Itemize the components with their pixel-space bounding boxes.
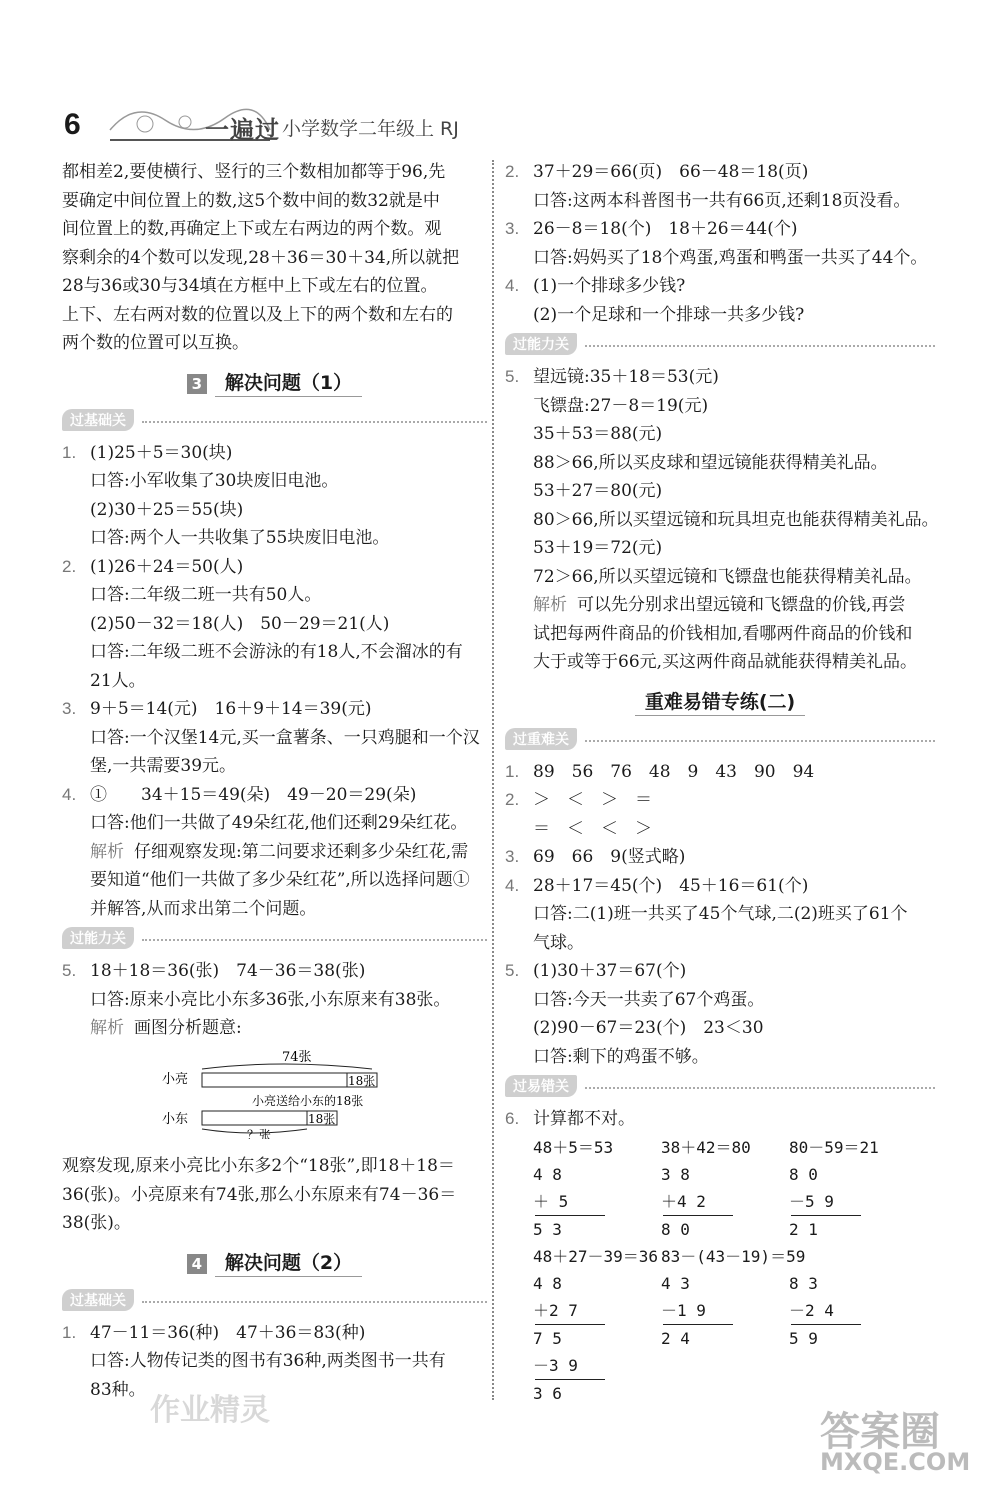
right-tag-error — [505, 1073, 935, 1099]
question-2: 2. (1)26＋24＝50(人) 口答:二年级二班一共有50人。 (2)50－32＝18(人) 50－29＝21(人) 口答:二年级二班不会游泳的有18人,不会溜冰的有 21人。 — [62, 553, 487, 696]
analysis-line: 仔细观察发现:第二问要求还剩多少朵红花,需 — [134, 841, 469, 862]
answer-line: 28＋17＝45(个) 45＋16＝61(个) — [533, 875, 809, 896]
vertical-calc: 8 3 －2 4 5 9 — [789, 1270, 917, 1407]
answer-line: 口答:二(1)班一共买了45个气球,二(2)班买了61个 — [533, 904, 908, 924]
analysis-line: 画图分析题意: — [134, 1018, 242, 1038]
text-line: 两个数的位置可以互换。 — [62, 333, 249, 353]
answer-line: 飞镖盘:27－8＝19(元) — [533, 395, 709, 416]
analysis-line: 大于或等于66元,买这两件商品就能获得精美礼品。 — [533, 652, 918, 672]
vertical-calc-group-1 — [505, 1134, 935, 1407]
section-4-question-1: 1. 47－11＝36(种) 47＋36＝83(种) 口答:人物传记类的图书有36种,两类图书一共有 83种。 — [62, 1319, 487, 1405]
right-question-5: 5. 望远镜:35＋18＝53(元) 飞镖盘:27－8＝19(元) 35＋53＝88(元) 88＞66,所以买皮球和望远镜能获得精美礼品。 53＋27＝80(元) 80＞66,所以买望远镜和玩具坦克也能获得精美礼品。 53＋19＝72(元) 72＞66,所以买望远镜和飞镖盘也能获得精美礼品。 解析 可以先分别求出望远镜和飞镖盘的价钱,再尝 试把每两件商品的价钱相加,看哪两件商品的价钱和 大于或等于66元,买这两件商品就能获得精美礼品。 — [505, 363, 935, 677]
answer-line: 口答:一个汉堡14元,买一盒薯条、一只鸡腿和一个汉 — [90, 727, 480, 748]
answer-line: 口答:妈妈买了18个鸡蛋,鸡蛋和鸭蛋一共买了44个。 — [533, 247, 928, 268]
answer-line: 18＋18＝36(张) 74－36＝38(张) — [90, 961, 366, 981]
analysis-line: 观察发现,原来小亮比小东多2个“18张”,即18＋18＝ — [62, 1156, 455, 1176]
calc-equation: 48＋27－39＝36 — [533, 1246, 659, 1266]
tag-basic-2 — [62, 1287, 487, 1313]
answer-line: 口答:人物传记类的图书有36种,两类图书一共有 — [90, 1351, 446, 1371]
brand-logo: 一遍过 — [205, 116, 280, 144]
calc-equation: 38＋42＝80 — [661, 1137, 751, 1157]
calc-equation: 48＋5＝53 — [533, 1137, 614, 1157]
answer-line: 35＋53＝88(元) — [533, 424, 663, 444]
diagram-seg-label: 18张 — [348, 1073, 376, 1088]
answer-line: 口答:二年级二班一共有50人。 — [90, 585, 322, 605]
tag-ability — [62, 925, 487, 951]
answer-line: 72＞66,所以买望远镜和飞镖盘也能获得精美礼品。 — [533, 566, 922, 587]
answer-line: 望远镜:35＋18＝53(元) — [533, 367, 719, 387]
answer-line: 堡,一共需要39元。 — [90, 756, 237, 776]
answer-line: (2)90－67＝23(个) 23＜30 — [533, 1018, 764, 1038]
answer-line: 69 66 9(竖式略) — [533, 847, 686, 867]
text-line: 察剩余的4个数可以发现,28＋36＝30＋34,所以就把 — [62, 247, 460, 268]
question-3: 3. 9＋5＝14(元) 16＋9＋14＝39(元) 口答:一个汉堡14元,买一盒薯条、一只鸡腿和一个汉 堡,一共需要39元。 — [62, 695, 487, 781]
diagram-unknown-label: ？张 — [247, 1127, 272, 1139]
diagram-seg-label-2: 18张 — [308, 1111, 336, 1126]
right-tag-ability — [505, 331, 935, 357]
answer-line: 计算都不对。 — [533, 1109, 635, 1129]
xiaodong-bar — [202, 1111, 307, 1125]
tag-label: 过重难关 — [505, 728, 577, 750]
analysis-line: 试把每两件商品的价钱相加,看哪两件商品的价钱和 — [533, 623, 913, 644]
question-1: 1. (1)25＋5＝30(块) 口答:小军收集了30块废旧电池。 (2)30＋25＝55(块) 口答:两个人一共收集了55块废旧电池。 — [62, 439, 487, 553]
analysis-line: 36(张)。小亮原来有74张,那么小东原来有74－36＝ — [62, 1184, 457, 1205]
answer-line: (1)26＋24＝50(人) — [90, 556, 244, 577]
diagram-give-label: 小亮送给小东的18张 — [252, 1093, 364, 1108]
section-title-text: 重难易错专练(二) — [635, 691, 805, 716]
right-question-4: 4. (1)一个排球多少钱? (2)一个足球和一个排球一共多少钱? — [505, 272, 935, 329]
analysis-label: 解析 — [90, 1018, 124, 1038]
vertical-calc: 8 0 －5 9 2 1 — [789, 1161, 917, 1243]
question-5: 5. 18＋18＝36(张) 74－36＝38(张) 口答:原来小亮比小东多36张,小东原来有38张。 解析 画图分析题意: 74张 小亮 18张 小亮送给小东的18张 小东 18张 ？张 观察发现,原来小亮比小东多2个“18张”,即18＋18＝ 36(张)。小亮原来有74张,那么小东原来有74－36＝ 38(张)。 — [62, 957, 487, 1238]
answer-line: 口答:剩下的鸡蛋不够。 — [533, 1046, 709, 1067]
answer-line: 89 56 76 48 9 43 90 94 — [533, 761, 815, 782]
answer-line: 53＋19＝72(元) — [533, 538, 663, 558]
text-line: 间位置上的数,再确定上下或左右两边的两个数。观 — [62, 219, 442, 239]
answer-line: 37＋29＝66(页) 66－48＝18(页) — [533, 162, 809, 182]
tag-label: 过基础关 — [62, 1289, 134, 1311]
answer-line: (2)50－32＝18(人) 50－29＝21(人) — [90, 613, 390, 634]
vertical-calc: 4 8 ＋ 5 5 3 — [533, 1161, 661, 1243]
answer-line: 口答:小军收集了30块废旧电池。 — [90, 471, 339, 491]
analysis-label: 解析 — [90, 841, 124, 862]
answer-line: (2)一个足球和一个排球一共多少钱? — [533, 304, 805, 325]
answer-line: 口答:两个人一共收集了55块废旧电池。 — [90, 528, 390, 548]
answer-line: 47－11＝36(种) 47＋36＝83(种) — [90, 1322, 366, 1343]
analysis-line: 要知道“他们一共做了多少朵红花”,所以选择问题① — [90, 870, 470, 890]
answer-line: (1)25＋5＝30(块) — [90, 442, 233, 463]
special-practice-title — [505, 687, 935, 714]
right-tag-hard — [505, 726, 935, 752]
answer-line: 88＞66,所以买皮球和望远镜能获得精美礼品。 — [533, 452, 888, 473]
right-question-2: 2. 37＋29＝66(页) 66－48＝18(页) 口答:这两本科普图书一共有66页,还剩18页没看。 — [505, 158, 935, 215]
page-header — [60, 100, 940, 160]
vertical-calc: 4 3 －1 9 2 4 — [661, 1270, 789, 1407]
calc-equation: 80－59＝21 — [789, 1137, 879, 1157]
text-line: 要确定中间位置上的数,这5个数中间的数32就是中 — [62, 190, 440, 211]
answer-line: ＝ ＜ ＜ ＞ — [533, 818, 652, 839]
text-line: 上下、左右两对数的位置以及上下的两个数和左右的 — [62, 304, 453, 325]
tag-label: 过易错关 — [505, 1075, 577, 1097]
diagram-xiaodong-label: 小东 — [162, 1111, 189, 1127]
diagram-xiaoliang-label: 小亮 — [162, 1071, 189, 1087]
watermark-site: MXQE.COM — [820, 1448, 971, 1476]
tag-label: 过基础关 — [62, 409, 134, 431]
watermark-faint: 作业精灵 — [150, 1393, 270, 1428]
text-line: 都相差2,要使横行、竖行的三个数相加都等于96,先 — [62, 162, 446, 182]
answer-line: 口答:这两本科普图书一共有66页,还剩18页没看。 — [533, 190, 911, 211]
watermark-logo: 答案圈 — [820, 1409, 940, 1455]
answer-line: 21人。 — [90, 670, 146, 691]
diagram-total-label: 74张 — [282, 1049, 312, 1065]
answer-line: 口答:二年级二班不会游泳的有18人,不会溜冰的有 — [90, 642, 463, 662]
tag-basic — [62, 407, 487, 433]
vertical-calc: 4 8 ＋2 7 7 5 －3 9 3 6 — [533, 1270, 661, 1407]
calc-equation: 83－(43－19)＝59 — [661, 1246, 806, 1266]
answer-line: 80＞66,所以买望远镜和玩具坦克也能获得精美礼品。 — [533, 509, 939, 530]
analysis-line: 并解答,从而求出第二个问题。 — [90, 898, 317, 919]
book-subtitle: 小学数学二年级上 RJ — [282, 118, 459, 140]
answer-line: (1)30＋37＝67(个) — [533, 961, 687, 981]
intro-text — [62, 158, 487, 358]
analysis-label: 解析 — [533, 595, 567, 615]
section-title-text: 解决问题（2） — [215, 1252, 362, 1277]
analysis-line: 可以先分别求出望远镜和飞镖盘的价钱,再尝 — [577, 595, 906, 615]
answer-line: 口答:原来小亮比小东多36张,小东原来有38张。 — [90, 989, 451, 1010]
answer-line: (1)一个排球多少钱? — [533, 276, 686, 296]
answer-line: ① 34＋15＝49(朵) 49－20＝29(朵) — [90, 784, 417, 805]
line-segment-diagram — [162, 1047, 492, 1139]
right-question-3: 3. 26－8＝18(个) 18＋26＝44(个) 口答:妈妈买了18个鸡蛋,鸡蛋和鸭蛋一共买了44个。 — [505, 215, 935, 272]
section-badge: 3 — [187, 374, 207, 394]
answer-line: 83种。 — [90, 1379, 146, 1400]
answer-line: ＞ ＜ ＞ ＝ — [533, 790, 652, 810]
vertical-calc: 3 8 ＋4 2 8 0 — [661, 1161, 789, 1243]
section-4-title — [62, 1248, 487, 1275]
left-column — [62, 158, 487, 1404]
section-badge: 4 — [187, 1254, 207, 1274]
right-column: 2. 37＋29＝66(页) 66－48＝18(页) 口答:这两本科普图书一共有66页,还剩18页没看。 3. 26－8＝18(个) 18＋26＝44(个) 口答:妈妈买了18个鸡蛋,鸡蛋和鸭蛋一共买了44个。 4. (1)一个排球多少钱? (2)一个足球和一个排球一共多少钱? 过能力关 5. 望远镜:35＋18＝53(元) 飞镖盘:27－8＝19(元) 35＋53＝88(元) 88＞66,所以买皮球和望远镜能获得精美礼品。 53＋27＝80(元) 80＞66,所以买望远镜和玩具坦克也能获得精美礼品。 53＋19＝72(元) 72＞66,所以买望远镜和飞镖盘也能获得精美礼品。 解析 可以先分别求出望远镜和飞镖盘的价钱,再尝 试把每两件商品的价钱相加,看哪两件商品的价钱和 大于或等于66元,买这两件商品就能获得精美礼品。 重难易错专练(二) 过重难关 1. 89 56 76 48 9 43 90 94 2. ＞ ＜ ＞ ＝ ＝ ＜ ＜ ＞ 3. 69 66 9(竖式略) 4. 28＋17＝45(个) 45＋16＝61(个) 口答:二(1)班一共买了45个气球,二(2)班买了61个 气球。 5. (1)30＋37＝67(个) 口答:今天一共卖了67个鸡蛋。 (2)90－67＝23(个) 23＜30 口答:剩下的鸡蛋不够。 过易错关 6. 计算都不对。 48＋5＝53 38＋42＝80 80－59＝21 4 8 ＋ 5 5 3 3 8 ＋4 2 8 0 8 0 －5 9 2 1 48＋27－39＝36 83－(43－19)＝59 4 8 ＋2 7 7 5 －3 9 3 6 4 3 －1 9 2 4 8 3 －2 4 5 9 — [505, 158, 935, 1407]
answer-line: 26－8＝18(个) 18＋26＝44(个) — [533, 219, 798, 239]
answer-line: 口答:今天一共卖了67个鸡蛋。 — [533, 989, 765, 1010]
tag-label: 过能力关 — [505, 333, 577, 355]
text-line: 28与36或30与34填在方框中上下或左右的位置。 — [62, 276, 438, 296]
question-4: 4. ① 34＋15＝49(朵) 49－20＝29(朵) 口答:他们一共做了49朵红花,他们还剩29朵红花。 解析 仔细观察发现:第二问要求还剩多少朵红花,需 要知道“他们一共做了多少朵红花”,所以选择问题① 并解答,从而求出第二个问题。 — [62, 781, 487, 924]
column-divider — [492, 160, 494, 1400]
section-3-title — [62, 368, 487, 395]
answer-line: (2)30＋25＝55(块) — [90, 499, 244, 520]
tag-label: 过能力关 — [62, 927, 134, 949]
xiaoliang-bar — [202, 1073, 347, 1087]
section-title-text: 解决问题（1） — [215, 372, 362, 397]
answer-line: 9＋5＝14(元) 16＋9＋14＝39(元) — [90, 699, 372, 719]
answer-line: 53＋27＝80(元) — [533, 481, 663, 501]
analysis-line: 38(张)。 — [62, 1213, 131, 1233]
answer-line: 气球。 — [533, 932, 584, 953]
page-number: 6 — [64, 108, 81, 141]
answer-line: 口答:他们一共做了49朵红花,他们还剩29朵红花。 — [90, 813, 468, 833]
